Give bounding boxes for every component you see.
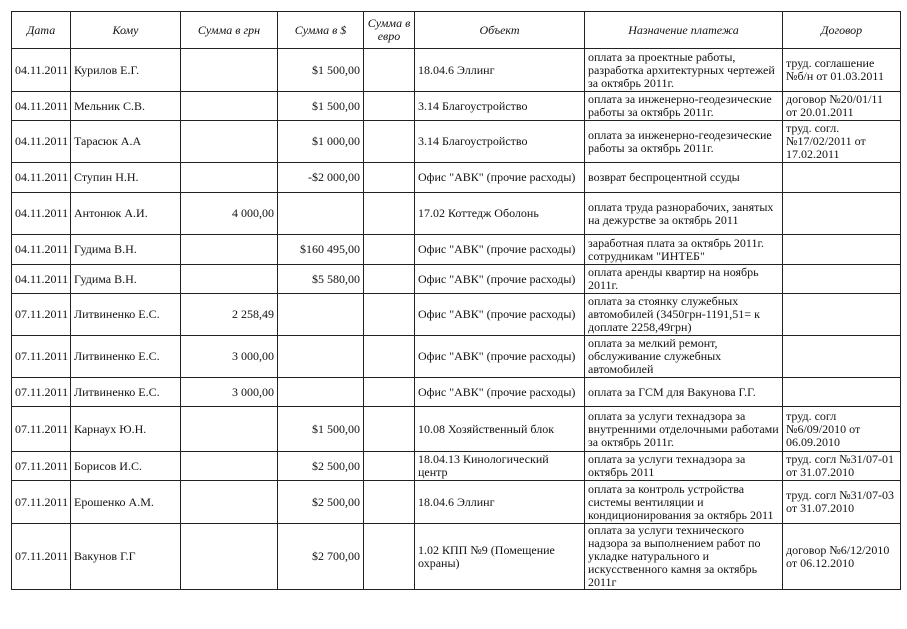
contract-cell [783, 265, 901, 294]
amount-eur-cell [364, 481, 415, 524]
purpose-cell: оплата за услуги технадзора за внутренними отделочными работами за октябрь 2011г. [585, 407, 783, 452]
date-cell: 04.11.2011 [12, 163, 71, 193]
recipient-cell: Литвиненко Е.С. [71, 336, 181, 378]
date-cell: 04.11.2011 [12, 92, 71, 121]
amount-eur-cell [364, 378, 415, 407]
contract-cell: договор №20/01/11 от 20.01.2011 [783, 92, 901, 121]
payments-table [11, 11, 901, 590]
amount-uah-cell: 2 258,49 [181, 294, 278, 336]
contract-cell [783, 193, 901, 235]
table-row [12, 92, 901, 121]
table-row [12, 193, 901, 235]
amount-uah-cell: 4 000,00 [181, 193, 278, 235]
object-cell: 3.14 Благоустройство [415, 121, 585, 163]
amount-eur-cell [364, 336, 415, 378]
amount-usd-cell [278, 378, 364, 407]
amount-eur-cell [364, 294, 415, 336]
table-row [12, 452, 901, 481]
contract-cell: труд. соглашение №б/н от 01.03.2011 [783, 49, 901, 92]
recipient-cell: Курилов Е.Г. [71, 49, 181, 92]
purpose-cell: оплата труда разнорабочих, занятых на дежурстве за октябрь 2011 [585, 193, 783, 235]
table-row [12, 407, 901, 452]
recipient-cell: Ерошенко А.М. [71, 481, 181, 524]
amount-eur-cell [364, 524, 415, 590]
purpose-cell: заработная плата за октябрь 2011г. сотрудникам "ИНТЕБ" [585, 235, 783, 265]
purpose-cell: оплата аренды квартир на ноябрь 2011г. [585, 265, 783, 294]
table-row [12, 378, 901, 407]
recipient-cell: Антонюк А.И. [71, 193, 181, 235]
table-row [12, 235, 901, 265]
amount-usd-cell: $1 500,00 [278, 49, 364, 92]
purpose-cell: оплата за инженерно-геодезические работы за октябрь 2011г. [585, 121, 783, 163]
date-cell: 07.11.2011 [12, 452, 71, 481]
amount-eur-cell [364, 265, 415, 294]
header-amount-uah: Сумма в грн [181, 12, 278, 49]
contract-cell [783, 378, 901, 407]
amount-uah-cell [181, 407, 278, 452]
table-row [12, 336, 901, 378]
date-cell: 07.11.2011 [12, 407, 71, 452]
contract-cell [783, 163, 901, 193]
amount-uah-cell [181, 452, 278, 481]
amount-eur-cell [364, 121, 415, 163]
amount-usd-cell [278, 336, 364, 378]
amount-usd-cell: $1 500,00 [278, 92, 364, 121]
amount-usd-cell: $1 000,00 [278, 121, 364, 163]
table-row [12, 163, 901, 193]
amount-uah-cell [181, 121, 278, 163]
date-cell: 04.11.2011 [12, 235, 71, 265]
table-row [12, 481, 901, 524]
contract-cell [783, 336, 901, 378]
table-row [12, 524, 901, 590]
amount-uah-cell [181, 524, 278, 590]
purpose-cell: оплата за стоянку служебных автомобилей (3450грн-1191,51= к доплате 2258,49грн) [585, 294, 783, 336]
purpose-cell: оплата за инженерно-геодезические работы за октябрь 2011г. [585, 92, 783, 121]
object-cell: 3.14 Благоустройство [415, 92, 585, 121]
object-cell: Офис "АВК" (прочие расходы) [415, 163, 585, 193]
object-cell: 17.02 Коттедж Оболонь [415, 193, 585, 235]
purpose-cell: оплата за ГСМ для Вакунова Г.Г. [585, 378, 783, 407]
recipient-cell: Борисов И.С. [71, 452, 181, 481]
object-cell: Офис "АВК" (прочие расходы) [415, 378, 585, 407]
recipient-cell: Литвиненко Е.С. [71, 294, 181, 336]
object-cell: 1.02 КПП №9 (Помещение охраны) [415, 524, 585, 590]
amount-uah-cell [181, 235, 278, 265]
recipient-cell: Тарасюк А.А [71, 121, 181, 163]
contract-cell: труд. согл №31/07-03 от 31.07.2010 [783, 481, 901, 524]
amount-usd-cell: $1 500,00 [278, 407, 364, 452]
contract-cell: труд. согл №6/09/2010 от 06.09.2010 [783, 407, 901, 452]
date-cell: 04.11.2011 [12, 49, 71, 92]
amount-uah-cell [181, 92, 278, 121]
purpose-cell: оплата за услуги технического надзора за выполнением работ по укладке натурального и искусственного камня за октябрь 2011г [585, 524, 783, 590]
date-cell: 07.11.2011 [12, 378, 71, 407]
amount-uah-cell [181, 49, 278, 92]
purpose-cell: оплата за мелкий ремонт, обслуживание служебных автомобилей [585, 336, 783, 378]
header-amount-eur: Сумма в евро [364, 12, 415, 49]
purpose-cell: оплата за проектные работы, разработка архитектурных чертежей за октябрь 2011г. [585, 49, 783, 92]
purpose-cell: оплата за услуги технадзора за октябрь 2011 [585, 452, 783, 481]
date-cell: 07.11.2011 [12, 481, 71, 524]
amount-eur-cell [364, 92, 415, 121]
header-contract: Договор [783, 12, 901, 49]
amount-usd-cell [278, 294, 364, 336]
date-cell: 04.11.2011 [12, 193, 71, 235]
amount-eur-cell [364, 235, 415, 265]
amount-eur-cell [364, 193, 415, 235]
amount-usd-cell: $2 500,00 [278, 452, 364, 481]
contract-cell [783, 235, 901, 265]
amount-usd-cell: $160 495,00 [278, 235, 364, 265]
object-cell: Офис "АВК" (прочие расходы) [415, 336, 585, 378]
amount-eur-cell [364, 452, 415, 481]
amount-usd-cell: $5 580,00 [278, 265, 364, 294]
header-amount-usd: Сумма в $ [278, 12, 364, 49]
recipient-cell: Вакунов Г.Г [71, 524, 181, 590]
purpose-cell: оплата за контроль устройства системы вентиляции и кондиционирования за октябрь 2011 [585, 481, 783, 524]
recipient-cell: Карнаух Ю.Н. [71, 407, 181, 452]
object-cell: Офис "АВК" (прочие расходы) [415, 265, 585, 294]
header-date: Дата [12, 12, 71, 49]
recipient-cell: Мельник С.В. [71, 92, 181, 121]
date-cell: 07.11.2011 [12, 294, 71, 336]
amount-uah-cell [181, 265, 278, 294]
object-cell: 10.08 Хозяйственный блок [415, 407, 585, 452]
amount-usd-cell [278, 193, 364, 235]
header-object: Объект [415, 12, 585, 49]
recipient-cell: Гудима В.Н. [71, 235, 181, 265]
table-row [12, 294, 901, 336]
recipient-cell: Гудима В.Н. [71, 265, 181, 294]
header-recipient: Кому [71, 12, 181, 49]
object-cell: 18.04.6 Эллинг [415, 481, 585, 524]
date-cell: 04.11.2011 [12, 121, 71, 163]
amount-eur-cell [364, 163, 415, 193]
amount-eur-cell [364, 49, 415, 92]
date-cell: 07.11.2011 [12, 336, 71, 378]
date-cell: 04.11.2011 [12, 265, 71, 294]
recipient-cell: Ступин Н.Н. [71, 163, 181, 193]
purpose-cell: возврат беспроцентной ссуды [585, 163, 783, 193]
amount-uah-cell: 3 000,00 [181, 336, 278, 378]
contract-cell: труд. согл №31/07-01 от 31.07.2010 [783, 452, 901, 481]
contract-cell [783, 294, 901, 336]
object-cell: Офис "АВК" (прочие расходы) [415, 294, 585, 336]
object-cell: 18.04.6 Эллинг [415, 49, 585, 92]
amount-usd-cell: -$2 000,00 [278, 163, 364, 193]
table-row [12, 49, 901, 92]
amount-uah-cell [181, 481, 278, 524]
recipient-cell: Литвиненко Е.С. [71, 378, 181, 407]
amount-eur-cell [364, 407, 415, 452]
table-body [12, 49, 901, 590]
contract-cell: договор №6/12/2010 от 06.12.2010 [783, 524, 901, 590]
contract-cell: труд. согл. №17/02/2011 от 17.02.2011 [783, 121, 901, 163]
date-cell: 07.11.2011 [12, 524, 71, 590]
object-cell: Офис "АВК" (прочие расходы) [415, 235, 585, 265]
amount-uah-cell: 3 000,00 [181, 378, 278, 407]
header-row [12, 12, 901, 49]
object-cell: 18.04.13 Кинологический центр [415, 452, 585, 481]
amount-uah-cell [181, 163, 278, 193]
table-row [12, 265, 901, 294]
header-purpose: Назначение платежа [585, 12, 783, 49]
amount-usd-cell: $2 500,00 [278, 481, 364, 524]
amount-usd-cell: $2 700,00 [278, 524, 364, 590]
table-row [12, 121, 901, 163]
